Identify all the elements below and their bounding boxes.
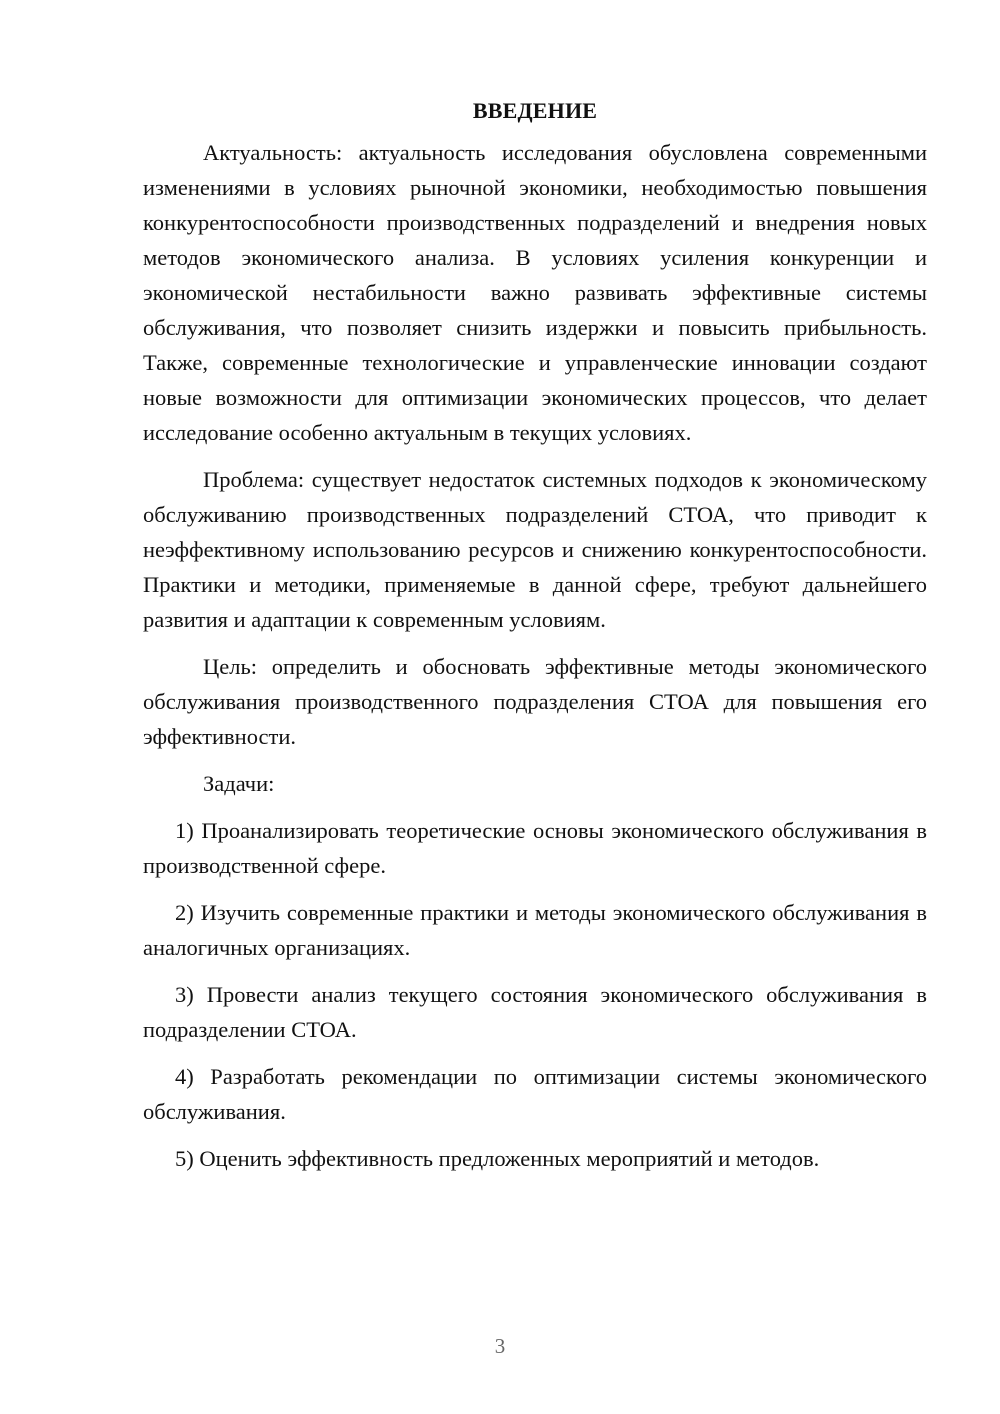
section-title: ВВЕДЕНИЕ — [472, 98, 598, 123]
task-item: 5) Оценить эффективность предложенных мероприятий и методов. — [175, 1146, 820, 1171]
task-item: 4) Разработать рекомендации по оптимизации системы экономического обслуживания. — [143, 1064, 927, 1124]
tasks-heading: Задачи: — [203, 771, 275, 796]
page-content — [143, 93, 927, 1188]
task-item: 3) Провести анализ текущего состояния экономического обслуживания в подразделении СТОА. — [143, 982, 927, 1042]
problem-paragraph: Проблема: существует недостаток системных подходов к экономическому обслуживанию производственных подразделений СТОА, что приводит к неэффективному использованию ресурсов и снижению конкурентоспособности. Практики и методики, применяемые в данной сфере, требуют дальнейшего развития и адаптации к современным условиям. — [143, 467, 927, 632]
relevance-paragraph: Актуальность: актуальность исследования обусловлена современными изменениями в условиях рыночной экономики, необходимостью повышения конкурентоспособности производственных подразделений и внедрения новых методов экономического анализа. В условиях усиления конкуренции и экономической нестабильности важно развивать эффективные системы обслуживания, что позволяет снизить издержки и повысить прибыльность. Также, современные технологические и управленческие инновации создают новые возможности для оптимизации экономических процессов, что делает исследование особенно актуальным в текущих условиях. — [143, 140, 927, 445]
task-item: 2) Изучить современные практики и методы экономического обслуживания в аналогичных организациях. — [143, 900, 927, 960]
goal-paragraph: Цель: определить и обосновать эффективные методы экономического обслуживания производственного подразделения СТОА для повышения его эффективности. — [143, 654, 927, 749]
task-item: 1) Проанализировать теоретические основы экономического обслуживания в производственной сфере. — [143, 818, 927, 878]
page-number: 3 — [494, 1334, 506, 1358]
tasks-list — [143, 813, 927, 1176]
